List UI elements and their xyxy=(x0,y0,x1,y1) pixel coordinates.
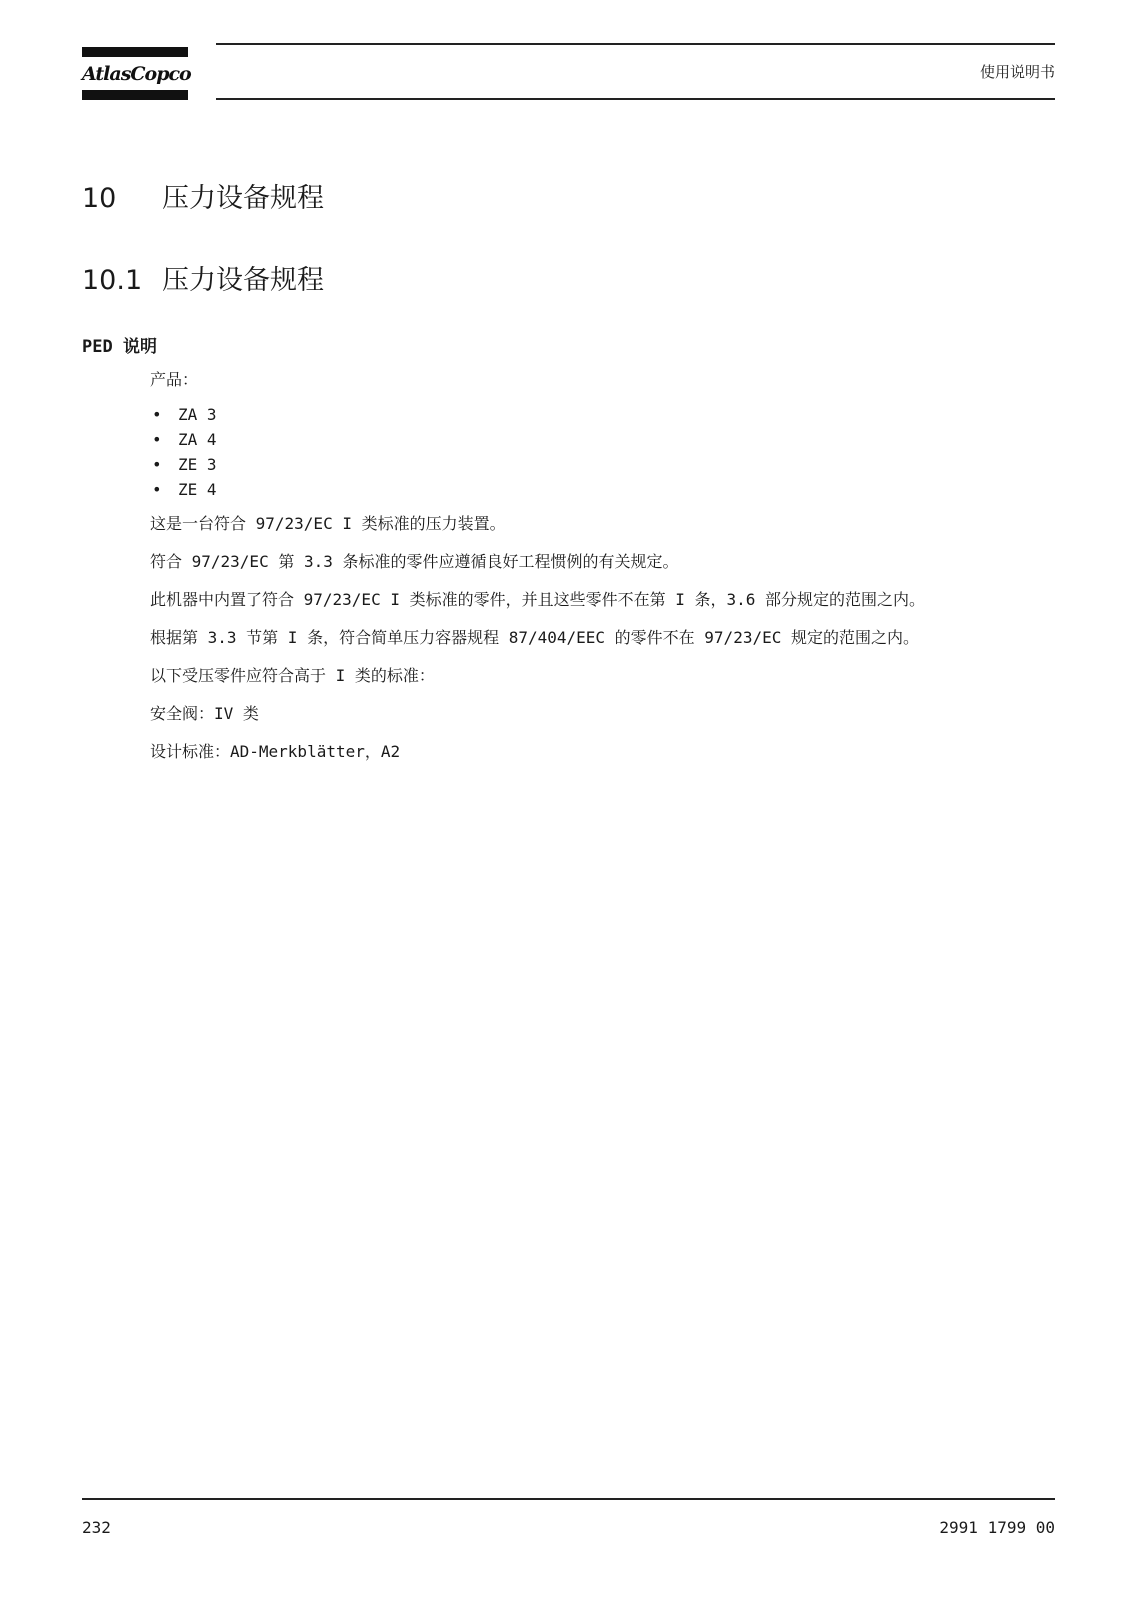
brand-logo xyxy=(82,47,191,100)
ped-content xyxy=(150,368,1054,778)
chapter-number: 10 xyxy=(82,183,117,214)
paragraph-design-standard: 设计标准：AD-Merkblätter，A2 xyxy=(150,742,401,761)
header-rule-bottom xyxy=(216,98,1055,100)
paragraph-safety-valve: 安全阀：IV 类 xyxy=(150,704,259,723)
paragraph-engineering-practice: 符合 97/23/EC 第 3.3 条标准的零件应遵循良好工程惯例的有关规定。 xyxy=(150,552,679,571)
paragraph-built-in-parts: 此机器中内置了符合 97/23/EC I 类标准的零件，并且这些零件不在第 I 条，3.6 部分规定的范围之内。 xyxy=(150,590,926,609)
section-title: 压力设备规程 xyxy=(162,265,324,296)
product-item: • ZE 4 xyxy=(150,477,1054,502)
products-label: 产品： xyxy=(150,370,199,389)
header-rule-top xyxy=(216,43,1055,45)
document-code: 2991 1799 00 xyxy=(939,1518,1055,1537)
product-item: • ZA 4 xyxy=(150,427,1054,452)
chapter-heading xyxy=(82,176,324,215)
page-number: 232 xyxy=(82,1518,111,1537)
footer-rule xyxy=(82,1498,1055,1500)
chapter-title: 压力设备规程 xyxy=(162,183,324,214)
product-item: • ZA 3 xyxy=(150,402,1054,427)
paragraph-simple-vessels: 根据第 3.3 节第 I 条，符合简单压力容器规程 87/404/EEC 的零件不在 97/23/EC 规定的范围之内。 xyxy=(150,628,919,647)
product-item: • ZE 3 xyxy=(150,452,1054,477)
ped-subheading: PED 说明 xyxy=(82,337,157,357)
logo-bar-top xyxy=(82,47,188,57)
document-type-label: 使用说明书 xyxy=(979,63,1055,81)
product-list xyxy=(150,402,1054,502)
paragraph-higher-category: 以下受压零件应符合高于 I 类的标准： xyxy=(150,666,435,685)
logo-bar-bottom xyxy=(82,90,188,100)
section-number: 10.1 xyxy=(82,265,143,296)
logo-wordmark: AtlasCopco xyxy=(82,63,191,85)
paragraph-category: 这是一台符合 97/23/EC I 类标准的压力装置。 xyxy=(150,514,506,533)
section-heading xyxy=(82,258,324,297)
